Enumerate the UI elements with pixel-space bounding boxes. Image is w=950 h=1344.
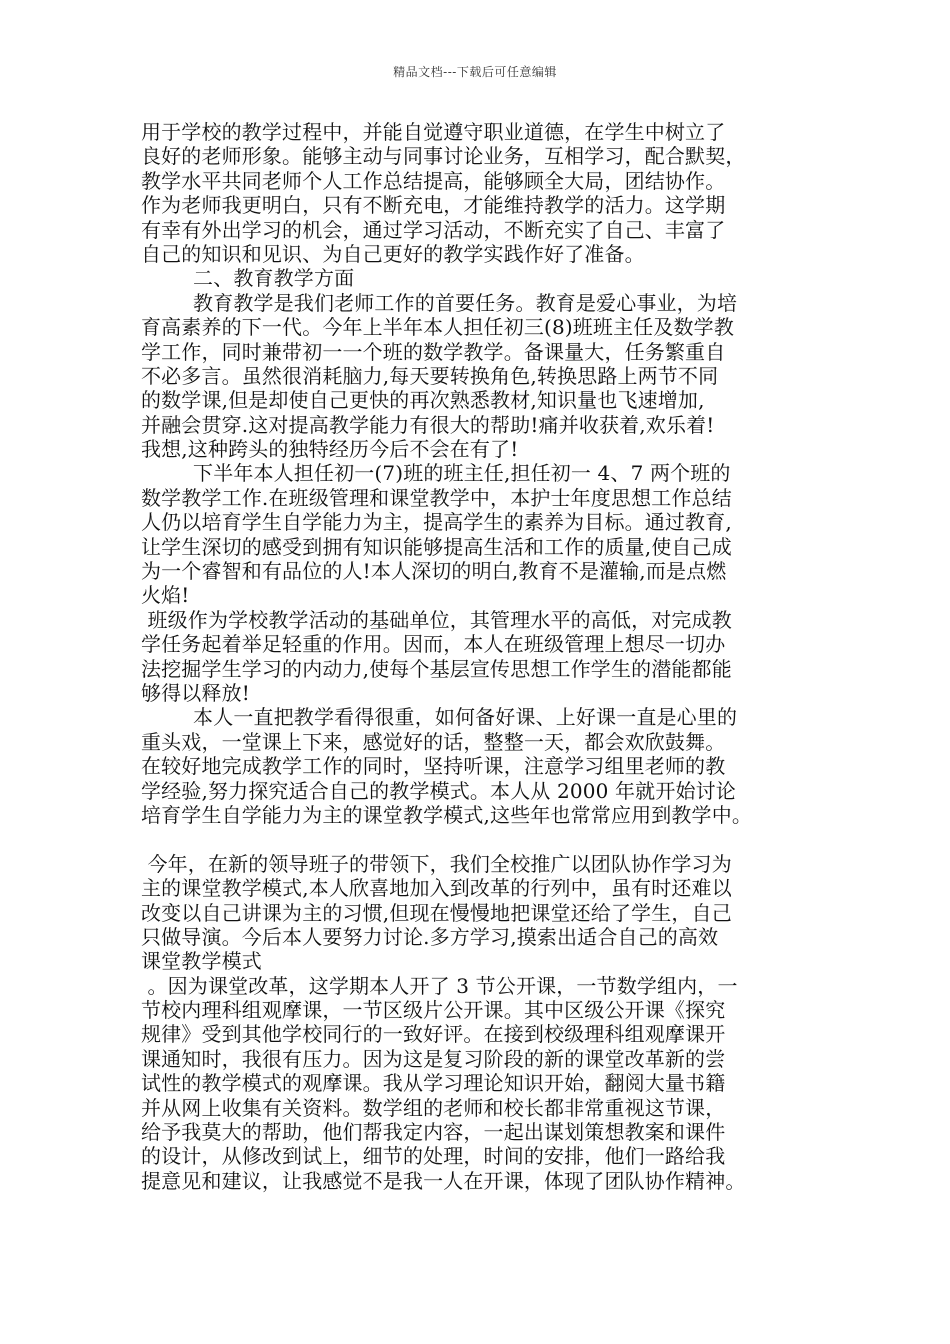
text-line: 法挖掘学生学习的内动力,使每个基层宣传思想工作学生的潜能都能 — [141, 656, 732, 681]
text-line: 数学教学工作.在班级管理和课堂教学中，本护士年度思想工作总结 — [141, 485, 732, 510]
text-line: 课堂教学模式 — [141, 949, 262, 974]
text-line: 有幸有外出学习的机会，通过学习活动，不断充实了自己、丰富了 — [141, 217, 726, 242]
text-line: 给予我莫大的帮助，他们帮我定内容，一起出谋划策想教案和课件 — [141, 1120, 726, 1145]
text-line: 够得以释放! — [141, 680, 250, 705]
text-line: 的数学课,但是却使自己更快的再次熟悉教材,知识量也飞速增加, — [141, 388, 705, 413]
text-line: 让学生深切的感受到拥有知识能够提高生活和工作的质量,使自己成 — [141, 534, 732, 559]
text-line: 主的课堂教学模式,本人欣喜地加入到改革的行列中，虽有时还难以 — [141, 876, 732, 901]
text-line: 学经验,努力探究适合自己的教学模式。本人从 2000 年就开始讨论 — [141, 778, 736, 803]
text-line: 规律》受到其他学校同行的一致好评。在接到校级理科组观摩课开 — [141, 1022, 726, 1047]
text-line: 二、教育教学方面 — [141, 266, 355, 291]
text-line: 学工作，同时兼带初一一个班的数学教学。备课量大，任务繁重自 — [141, 339, 726, 364]
text-line: 试性的教学模式的观摩课。我从学习理论知识开始，翻阅大量书籍 — [141, 1071, 726, 1096]
text-line: 作为老师我更明白，只有不断充电，才能维持教学的活力。这学期 — [141, 193, 726, 218]
text-line: 改变以自己讲课为主的习惯,但现在慢慢地把课堂还给了学生，自己 — [141, 900, 732, 925]
text-line: 火焰! — [141, 583, 190, 608]
text-line: 并从网上收集有关资料。数学组的老师和校长都非常重视这节课， — [141, 1095, 726, 1120]
text-line: 重头戏，一堂课上下来，感觉好的话，整整一天，都会欢欣鼓舞。 — [141, 729, 726, 754]
text-line: 我想,这种跨头的独特经历今后不会在有了! — [141, 437, 519, 462]
text-line: 并融会贯穿.这对提高教学能力有很大的帮助!痛并收获着,欢乐着! — [141, 412, 715, 437]
text-line: 课通知时，我很有压力。因为这是复习阶段的新的课堂改革新的尝 — [141, 1046, 726, 1071]
page-header: 精品文档---下载后可任意编辑 — [393, 65, 557, 79]
text-line: 的设计，从修改到试上，细节的处理，时间的安排，他们一路给我 — [141, 1144, 726, 1169]
document-body — [141, 120, 821, 1193]
text-line: 。因为课堂改革，这学期本人开了 3 节公开课，一节数学组内，一 — [141, 973, 738, 998]
text-line: 育高素养的下一代。今年上半年本人担任初三(8)班班主任及数学教 — [141, 315, 734, 340]
text-line: 教学水平共同老师个人工作总结提高，能够顾全大局，团结协作。 — [141, 168, 726, 193]
text-line: 为一个睿智和有品位的人!本人深切的明白,教育不是灌输,而是点燃 — [141, 559, 727, 584]
text-line: 本人一直把教学看得很重，如何备好课、上好课一直是心里的 — [141, 705, 738, 730]
text-line: 培育学生自学能力为主的课堂教学模式,这些年也常常应用到教学中。 — [141, 802, 753, 827]
text-line: 教育教学是我们老师工作的首要任务。教育是爱心事业，为培 — [141, 290, 738, 315]
text-line: 学任务起着举足轻重的作用。因而，本人在班级管理上想尽一切办 — [141, 632, 726, 657]
text-line: 自己的知识和见识、为自己更好的教学实践作好了准备。 — [141, 241, 645, 266]
text-line: 人仍以培育学生自学能力为主，提高学生的素养为目标。通过教育, — [141, 510, 732, 535]
text-line: 班级作为学校教学活动的基础单位，其管理水平的高低，对完成教 — [141, 607, 732, 632]
blank-line — [141, 827, 821, 851]
text-line: 节校内理科组观摩课，一节区级片公开课。其中区级公开课《探究 — [141, 998, 726, 1023]
text-line: 提意见和建议，让我感觉不是我一人在开课，体现了团队协作精神。 — [141, 1168, 746, 1193]
text-line: 下半年本人担任初一(7)班的班主任,担任初一 4、7 两个班的 — [141, 461, 731, 486]
text-line: 在较好地完成教学工作的同时，坚持听课，注意学习组里老师的教 — [141, 754, 726, 779]
text-line: 良好的老师形象。能够主动与同事讨论业务，互相学习，配合默契， — [141, 144, 746, 169]
text-line: 不必多言。虽然很消耗脑力,每天要转换角色,转换思路上两节不同 — [141, 363, 719, 388]
text-line: 只做导演。今后本人要努力讨论.多方学习,摸索出适合自己的高效 — [141, 924, 719, 949]
text-line: 今年，在新的领导班子的带领下，我们全校推广以团队协作学习为 — [141, 851, 732, 876]
text-line: 用于学校的教学过程中，并能自觉遵守职业道德，在学生中树立了 — [141, 120, 726, 144]
